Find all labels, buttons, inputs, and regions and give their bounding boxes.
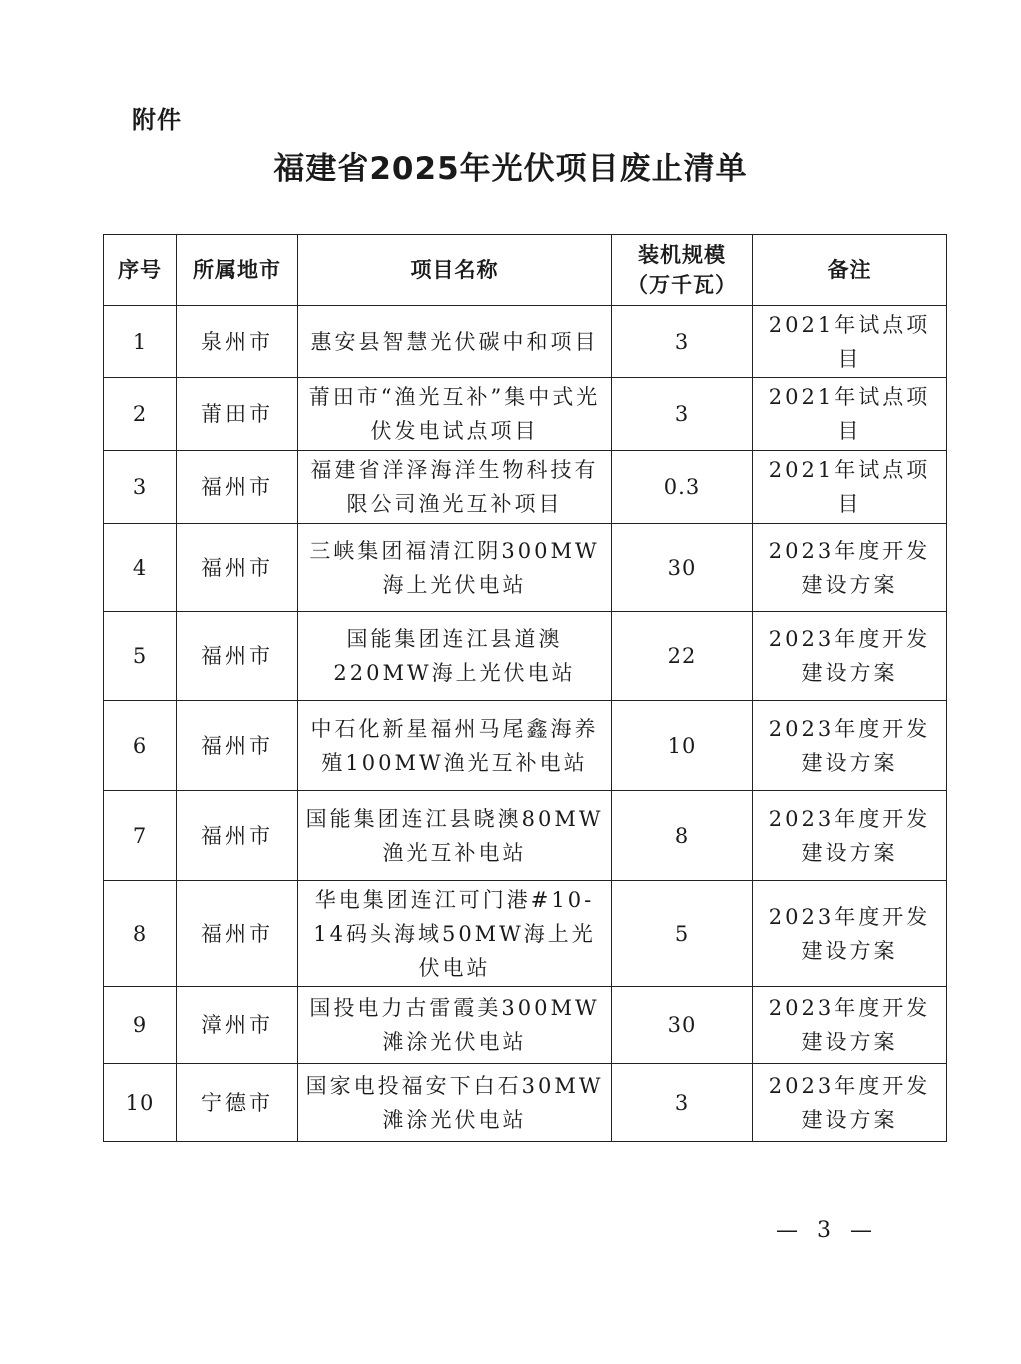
row-project-name: 国投电力古雷霞美300MW滩涂光伏电站 xyxy=(298,987,612,1064)
document-title: 福建省2025年光伏项目废止清单 xyxy=(273,151,748,187)
row-capacity: 3 xyxy=(612,378,753,451)
row-note: 2023年度开发建设方案 xyxy=(753,881,947,987)
table-row xyxy=(104,612,947,701)
row-index: 7 xyxy=(104,791,177,881)
row-capacity: 30 xyxy=(612,524,753,612)
row-project-name: 国家电投福安下白石30MW滩涂光伏电站 xyxy=(298,1064,612,1142)
row-note: 2023年度开发建设方案 xyxy=(753,1064,947,1142)
row-capacity: 5 xyxy=(612,881,753,987)
header-name: 项目名称 xyxy=(298,235,612,306)
attachment-label: 附件 xyxy=(132,106,182,134)
row-capacity: 22 xyxy=(612,612,753,701)
table-row xyxy=(104,524,947,612)
row-city: 泉州市 xyxy=(177,306,298,378)
row-project-name: 福建省洋泽海洋生物科技有限公司渔光互补项目 xyxy=(298,451,612,524)
row-index: 3 xyxy=(104,451,177,524)
row-note: 2021年试点项目 xyxy=(753,378,947,451)
row-index: 10 xyxy=(104,1064,177,1142)
row-capacity: 3 xyxy=(612,306,753,378)
row-project-name: 中石化新星福州马尾鑫海养殖100MW渔光互补电站 xyxy=(298,701,612,791)
table-header-row xyxy=(104,235,947,306)
row-note: 2023年度开发建设方案 xyxy=(753,791,947,881)
row-note: 2023年度开发建设方案 xyxy=(753,612,947,701)
row-capacity: 8 xyxy=(612,791,753,881)
row-index: 9 xyxy=(104,987,177,1064)
table-body xyxy=(104,306,947,1142)
table-row xyxy=(104,378,947,451)
row-note: 2023年度开发建设方案 xyxy=(753,524,947,612)
row-capacity: 0.3 xyxy=(612,451,753,524)
row-project-name: 国能集团连江县晓澳80MW渔光互补电站 xyxy=(298,791,612,881)
row-index: 8 xyxy=(104,881,177,987)
row-capacity: 3 xyxy=(612,1064,753,1142)
table-row xyxy=(104,306,947,378)
table-row xyxy=(104,881,947,987)
row-note: 2021年试点项目 xyxy=(753,306,947,378)
row-city: 福州市 xyxy=(177,612,298,701)
header-note: 备注 xyxy=(753,235,947,306)
header-capacity: 装机规模（万千瓦） xyxy=(612,235,753,306)
table-row xyxy=(104,987,947,1064)
table-row xyxy=(104,791,947,881)
row-city: 福州市 xyxy=(177,524,298,612)
row-note: 2021年试点项目 xyxy=(753,451,947,524)
row-city: 福州市 xyxy=(177,701,298,791)
page-number: — 3 — xyxy=(776,1218,878,1243)
row-index: 6 xyxy=(104,701,177,791)
row-city: 宁德市 xyxy=(177,1064,298,1142)
row-project-name: 莆田市“渔光互补”集中式光伏发电试点项目 xyxy=(298,378,612,451)
row-capacity: 30 xyxy=(612,987,753,1064)
table-row xyxy=(104,701,947,791)
row-capacity: 10 xyxy=(612,701,753,791)
row-city: 福州市 xyxy=(177,791,298,881)
row-note: 2023年度开发建设方案 xyxy=(753,987,947,1064)
row-project-name: 国能集团连江县道澳220MW海上光伏电站 xyxy=(298,612,612,701)
project-table xyxy=(103,234,947,1142)
row-index: 2 xyxy=(104,378,177,451)
table-row xyxy=(104,1064,947,1142)
row-city: 福州市 xyxy=(177,451,298,524)
row-city: 福州市 xyxy=(177,881,298,987)
row-city: 莆田市 xyxy=(177,378,298,451)
row-project-name: 三峡集团福清江阴300MW海上光伏电站 xyxy=(298,524,612,612)
row-project-name: 惠安县智慧光伏碳中和项目 xyxy=(298,306,612,378)
header-index: 序号 xyxy=(104,235,177,306)
row-note: 2023年度开发建设方案 xyxy=(753,701,947,791)
row-index: 4 xyxy=(104,524,177,612)
table-row xyxy=(104,451,947,524)
header-city: 所属地市 xyxy=(177,235,298,306)
row-index: 5 xyxy=(104,612,177,701)
row-city: 漳州市 xyxy=(177,987,298,1064)
row-index: 1 xyxy=(104,306,177,378)
row-project-name: 华电集团连江可门港#10-14码头海域50MW海上光伏电站 xyxy=(298,881,612,987)
